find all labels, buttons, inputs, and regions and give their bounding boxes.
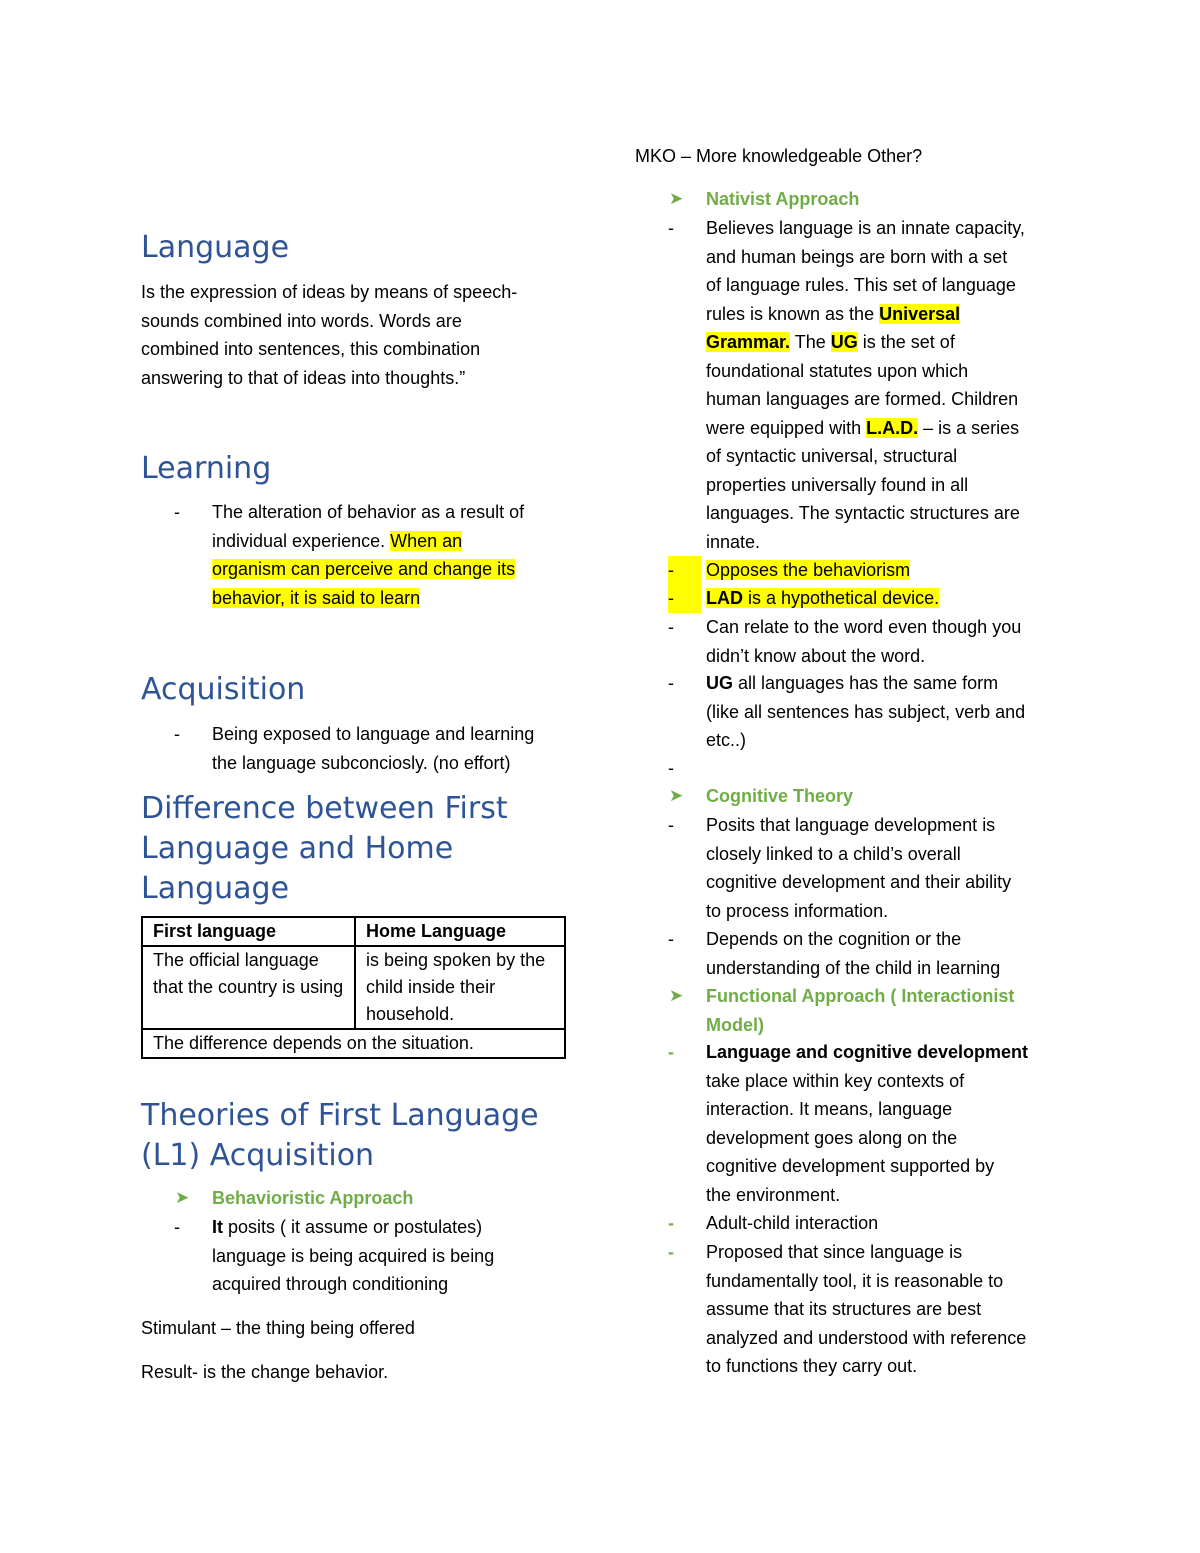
heading-line: Language and Home xyxy=(141,831,454,866)
table-header-home-language: Home Language xyxy=(355,917,565,946)
language-definition xyxy=(141,278,571,392)
text-line: cognitive development and their ability xyxy=(706,872,1012,892)
text-line: the environment. xyxy=(706,1184,841,1205)
text-line: Language and cognitive development xyxy=(706,1042,1029,1062)
text-line: Being exposed to language and learning xyxy=(212,724,535,744)
text-line xyxy=(212,555,571,584)
highlight: behavior, it is said to learn xyxy=(212,587,421,608)
learning-heading: Learning xyxy=(141,451,272,486)
text-line xyxy=(706,556,1065,585)
highlight: Opposes the behaviorism xyxy=(706,560,911,580)
highlight: organism can perceive and change its xyxy=(212,559,516,579)
text-line: UG all languages has the same form xyxy=(706,673,999,693)
behavioristic-text xyxy=(212,1213,571,1299)
text-line: innate. xyxy=(706,531,761,552)
cognitive-text xyxy=(706,811,1065,925)
text-line: assume that its structures are best xyxy=(706,1299,982,1319)
heading-line: (L1) Acquisition xyxy=(141,1138,375,1173)
text-line: sounds combined into words. Words are xyxy=(141,310,462,331)
difference-heading xyxy=(141,789,508,909)
arrow-bullet-icon: ➤ xyxy=(669,986,684,1005)
acquisition-text xyxy=(212,720,571,777)
text-line: development goes along on the xyxy=(706,1127,958,1148)
text-line: It posits ( it assume or postulates) xyxy=(212,1217,483,1237)
arrow-bullet-icon: ➤ xyxy=(175,1188,190,1207)
text-line: individual experience. When an xyxy=(212,530,463,551)
dash-bullet: - xyxy=(668,815,674,835)
highlight: UG xyxy=(830,332,858,352)
text-line: The alteration of behavior as a result of xyxy=(212,502,525,522)
highlight: LAD is a hypothetical device. xyxy=(706,588,940,608)
text-line xyxy=(706,584,1065,613)
text-line: rules is known as the Universal xyxy=(706,303,961,324)
text-line: Posits that language development is xyxy=(706,815,996,835)
table-header-first-language: First language xyxy=(142,917,355,946)
text-line: and human beings are born with a set xyxy=(706,246,1008,267)
dash-bullet: - xyxy=(668,218,674,238)
cognitive-text xyxy=(706,925,1065,982)
behavioristic-title: Behavioristic Approach xyxy=(212,1188,414,1208)
functional-title xyxy=(706,982,1065,1039)
language-heading: Language xyxy=(141,230,290,265)
heading-line: Theories of First Language xyxy=(141,1098,539,1133)
text-line: Functional Approach ( Interactionist xyxy=(706,986,1015,1006)
result-line: Result- is the change behavior. xyxy=(141,1362,389,1382)
dash-bullet: - xyxy=(668,584,701,613)
text-line: languages. The syntactic structures are xyxy=(706,503,1020,523)
text-line: to functions they carry out. xyxy=(706,1356,918,1376)
functional-text xyxy=(706,1038,1065,1209)
text-line: Believes language is an innate capacity, xyxy=(706,218,1025,238)
dash-bullet: - xyxy=(668,1213,674,1233)
text-line: to process information. xyxy=(706,900,889,921)
highlight: Grammar. xyxy=(706,332,791,352)
nativist-text xyxy=(706,214,1065,556)
dash-bullet: - xyxy=(174,1217,180,1237)
text-line: were equipped with L.A.D. – is a series xyxy=(706,417,1020,438)
text-line: human languages are formed. Children xyxy=(706,389,1019,409)
arrow-bullet-icon: ➤ xyxy=(669,786,684,805)
text-line: acquired through conditioning xyxy=(212,1274,449,1294)
highlight: When an xyxy=(390,530,463,551)
text-line xyxy=(212,584,571,613)
stimulant-line: Stimulant – the thing being offered xyxy=(141,1318,415,1338)
functional-text xyxy=(706,1238,1065,1381)
text-line: cognitive development supported by xyxy=(706,1156,995,1176)
nativist-text xyxy=(706,669,1065,755)
text-line: didn’t know about the word. xyxy=(706,645,926,666)
text-line: of language rules. This set of language xyxy=(706,275,1016,295)
dash-bullet: - xyxy=(668,673,674,693)
text-line: Model) xyxy=(706,1014,764,1035)
text-line: language is being acquired is being xyxy=(212,1245,495,1266)
highlight: L.A.D. xyxy=(866,417,919,438)
dash-bullet: - xyxy=(668,758,674,778)
text-line: combined into sentences, this combination xyxy=(141,339,481,359)
mko-line: MKO – More knowledgeable Other? xyxy=(635,146,923,166)
text-line: foundational statutes upon which xyxy=(706,360,969,381)
nativist-text xyxy=(706,613,1065,670)
text-line: etc..) xyxy=(706,730,747,750)
text-line: the language subconciosly. (no effort) xyxy=(212,752,511,773)
text-line: Depends on the cognition or the xyxy=(706,929,962,949)
text-line: Adult-child interaction xyxy=(706,1213,879,1233)
acquisition-heading: Acquisition xyxy=(141,672,306,707)
text-line: take place within key contexts of xyxy=(706,1070,965,1091)
text-line: properties universally found in all xyxy=(706,474,969,495)
dash-bullet: - xyxy=(668,1042,674,1062)
dash-bullet: - xyxy=(668,617,674,637)
text-line: Proposed that since language is xyxy=(706,1242,963,1262)
text-line: Is the expression of ideas by means of speech- xyxy=(141,282,518,302)
highlight: Universal xyxy=(879,303,961,324)
text-line: understanding of the child in learning xyxy=(706,957,1001,978)
table-footer: The difference depends on the situation. xyxy=(142,1029,565,1058)
dash-bullet: - xyxy=(668,1242,674,1262)
text-line: analyzed and understood with reference xyxy=(706,1327,1027,1348)
text-line: (like all sentences has subject, verb and xyxy=(706,701,1026,722)
dash-bullet: - xyxy=(668,929,674,949)
table-cell-first-language: The official language that the country is using xyxy=(142,946,355,1029)
cognitive-title: Cognitive Theory xyxy=(706,786,854,806)
text-line: of syntactic universal, structural xyxy=(706,446,958,466)
text-line: Can relate to the word even though you xyxy=(706,617,1022,637)
dash-bullet: - xyxy=(668,556,701,585)
text-line: closely linked to a child’s overall xyxy=(706,843,961,864)
learning-text xyxy=(212,498,571,612)
heading-line: Difference between First xyxy=(141,791,508,826)
text-line: Grammar. The UG is the set of xyxy=(706,332,955,352)
heading-line: Language xyxy=(141,871,290,906)
text-line: fundamentally tool, it is reasonable to xyxy=(706,1270,1004,1291)
theories-heading xyxy=(141,1096,539,1176)
dash-bullet: - xyxy=(174,502,180,522)
dash-bullet: - xyxy=(174,724,180,744)
nativist-title: Nativist Approach xyxy=(706,189,860,209)
text-line: answering to that of ideas into thoughts.” xyxy=(141,367,466,388)
arrow-bullet-icon: ➤ xyxy=(669,189,684,208)
comparison-table xyxy=(141,916,566,1059)
table-cell-home-language: is being spoken by the child inside their household. xyxy=(355,946,565,1029)
text-line: interaction. It means, language xyxy=(706,1099,953,1119)
